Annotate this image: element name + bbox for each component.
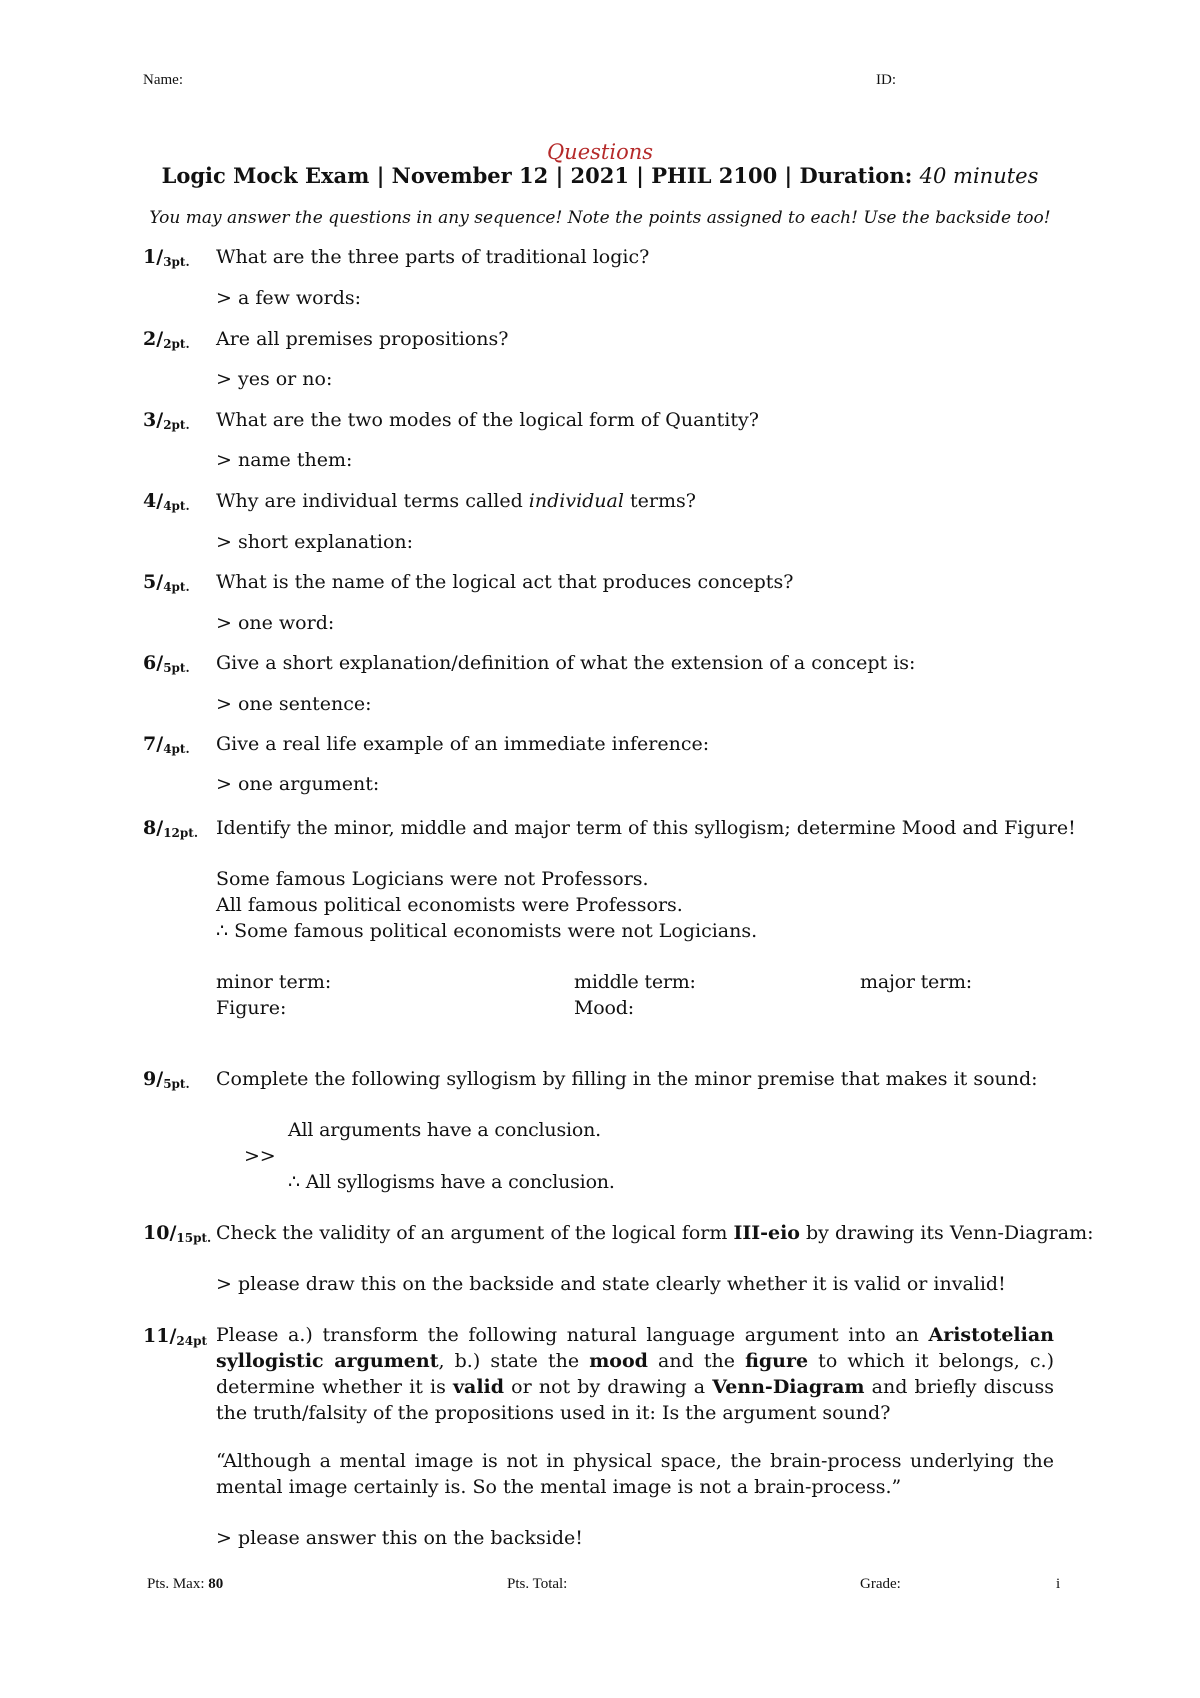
- answer-hint: > please answer this on the backside!: [216, 1527, 583, 1549]
- question-text: What are the three parts of traditional logic?: [216, 246, 650, 268]
- conclusion: ∴ All syllogisms have a conclusion.: [288, 1171, 615, 1193]
- question-number: 6/5pt.: [143, 652, 190, 675]
- question-number: 3/2pt.: [143, 409, 190, 432]
- mood-field[interactable]: Mood:: [574, 997, 634, 1019]
- question-text: Give a real life example of an immediate inference:: [216, 733, 710, 755]
- answer-hint: > name them:: [216, 449, 353, 471]
- grade[interactable]: Grade:: [860, 1576, 901, 1592]
- answer-hint: > a few words:: [216, 287, 362, 309]
- answer-hint: > yes or no:: [216, 368, 333, 390]
- answer-hint: > one word:: [216, 612, 335, 634]
- name-label: Name:: [143, 72, 183, 88]
- major-premise: All arguments have a conclusion.: [288, 1119, 602, 1141]
- middle-term-field[interactable]: middle term:: [574, 971, 696, 993]
- question-text: Identify the minor, middle and major term of this syllogism; determine Mood and Figure!: [216, 817, 1076, 839]
- question-number: 7/4pt.: [143, 733, 190, 756]
- question-text: Why are individual terms called individual terms?: [216, 490, 696, 512]
- figure-field[interactable]: Figure:: [216, 997, 287, 1019]
- question-number: 5/4pt.: [143, 571, 190, 594]
- syllogism-line: Some famous Logicians were not Professors.: [216, 868, 649, 890]
- question-text: What are the two modes of the logical form of Quantity?: [216, 409, 759, 431]
- major-term-field[interactable]: major term:: [860, 971, 972, 993]
- answer-hint: > please draw this on the backside and state clearly whether it is valid or invalid!: [216, 1273, 1006, 1295]
- question-text: Complete the following syllogism by filling in the minor premise that makes it sound:: [216, 1068, 1038, 1090]
- page-number: i: [1056, 1576, 1061, 1592]
- minor-premise-marker[interactable]: >>: [244, 1145, 276, 1167]
- answer-hint: > short explanation:: [216, 531, 414, 553]
- question-text: Give a short explanation/definition of what the extension of a concept is:: [216, 652, 916, 674]
- question-text: What is the name of the logical act that produces concepts?: [216, 571, 794, 593]
- exam-duration: 40 minutes: [919, 164, 1039, 188]
- id-label: ID:: [876, 72, 896, 88]
- question-text: Check the validity of an argument of the logical form III-eio by drawing its Venn-Diagram:: [216, 1222, 1094, 1244]
- syllogism-line: All famous political economists were Professors.: [216, 894, 683, 916]
- question-number: 2/2pt.: [143, 328, 190, 351]
- minor-term-field[interactable]: minor term:: [216, 971, 332, 993]
- question-number: 10/15pt.: [143, 1222, 212, 1245]
- answer-hint: > one argument:: [216, 773, 380, 795]
- exam-title-main: Logic Mock Exam | November 12 | 2021 | PHIL 2100 | Duration:: [161, 163, 913, 188]
- question-number: 9/5pt.: [143, 1068, 190, 1091]
- argument-quote: “Although a mental image is not in physical space, the brain-process underlying the mental image certainly is. So the mental image is not a brain-process.”: [216, 1450, 1054, 1498]
- question-number: 1/3pt.: [143, 246, 190, 269]
- question-number: 8/12pt.: [143, 817, 198, 840]
- answer-hint: > one sentence:: [216, 693, 372, 715]
- question-number: 11/24pt: [143, 1325, 208, 1348]
- syllogism-line: ∴ Some famous political economists were not Logicians.: [216, 920, 758, 942]
- question-text: Are all premises propositions?: [216, 328, 509, 350]
- question-11-text: Please a.) transform the following natural language argument into an Aristotelian syllogistic argument, b.) state the mood and the figure to which it belongs, c.) determine whether it is valid or not by drawing a Venn-Diagram and briefly discuss the truth/falsity of the propositions used in it: Is the argument sound?: [216, 1324, 1055, 1424]
- questions-heading: Questions: [546, 140, 654, 164]
- question-number: 4/4pt.: [143, 490, 190, 513]
- pts-total[interactable]: Pts. Total:: [507, 1576, 568, 1592]
- instructions: You may answer the questions in any sequence! Note the points assigned to each! Use the backside too!: [149, 208, 1051, 228]
- exam-title: [0, 163, 1200, 188]
- pts-max: Pts. Max: 80: [147, 1576, 224, 1592]
